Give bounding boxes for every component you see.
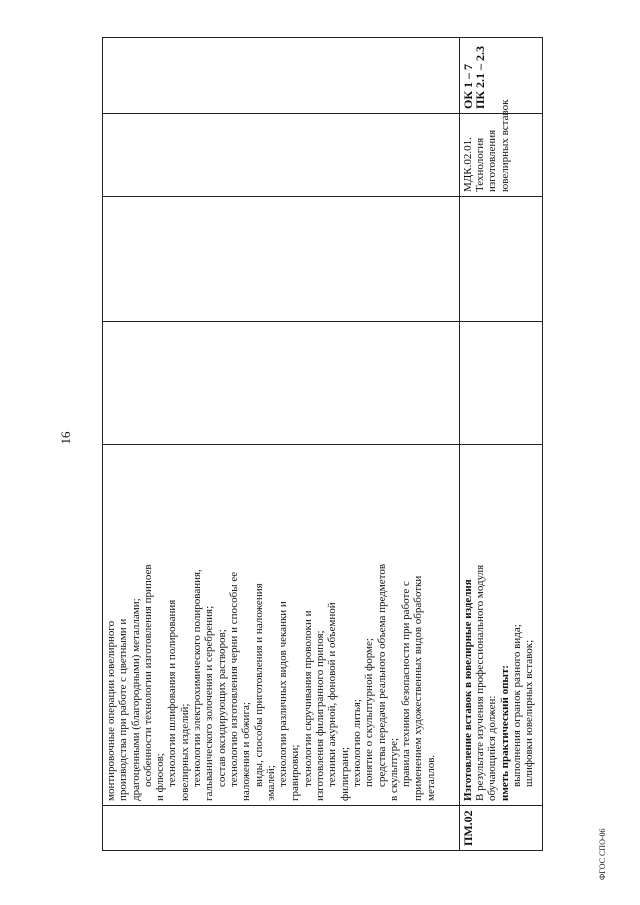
content-line: монтировочные операции ювелирного bbox=[105, 620, 117, 801]
footer-code: ФГОС СПО-06 bbox=[598, 828, 607, 880]
hours-class-cell bbox=[459, 197, 542, 322]
content-line: гальванического золочения и серебрения; bbox=[203, 605, 216, 801]
module-code-cell bbox=[103, 806, 460, 851]
content-line: наложения и обжига; bbox=[240, 702, 253, 801]
content-cell bbox=[459, 445, 542, 806]
content-line: технологию изготовления черни и способы ее bbox=[227, 571, 240, 787]
content-line: драгоценными (благородными) металлами; bbox=[129, 598, 142, 801]
content-line: виды, способы приготовления и наложения bbox=[252, 583, 265, 787]
content-line: эмалей; bbox=[264, 765, 277, 801]
content-line: иметь практический опыт: bbox=[498, 664, 511, 801]
content-line: технологии шлифования и полирования bbox=[166, 599, 179, 787]
content-line: ювелирных изделий; bbox=[178, 703, 191, 801]
content-lines bbox=[474, 449, 535, 801]
content-line: понятие о скульптурной форме; bbox=[363, 638, 376, 787]
competencies-cell bbox=[103, 38, 460, 114]
hours-max-cell bbox=[459, 322, 542, 445]
content-line: изготовления филигранного припоя; bbox=[314, 630, 327, 801]
content-line: шлифовки ювелирных вставок; bbox=[523, 639, 536, 787]
competency-ok: ОК 1 – 7 bbox=[460, 63, 475, 109]
mdk-line: Технология bbox=[473, 137, 486, 192]
content-line: В результате изучения профессионального модуля bbox=[473, 564, 486, 801]
content-line: производства при работе с цветными и bbox=[117, 618, 130, 801]
content-line: выполнения огранок разного вида; bbox=[510, 624, 523, 787]
content-line: средства передачи реального объема предметов bbox=[375, 563, 388, 787]
content-lines bbox=[105, 449, 437, 801]
content-line: гравировки; bbox=[289, 744, 302, 801]
content-line: технологии различных видов чеканки и bbox=[277, 601, 290, 787]
competency-pk: ПК 2.1 – 2.3 bbox=[472, 45, 487, 109]
mdk-line: изготовления bbox=[486, 129, 499, 192]
content-line: техники ажурной, фоновой и объемной bbox=[326, 602, 339, 787]
module-code-cell bbox=[459, 806, 542, 851]
table-row bbox=[459, 38, 542, 851]
content-line: филиграни; bbox=[338, 746, 351, 801]
curriculum-table bbox=[102, 37, 543, 851]
page-number: 16 bbox=[58, 431, 73, 445]
content-line: технологии электрохимического полирования, bbox=[191, 569, 204, 787]
table-row bbox=[103, 38, 460, 851]
content-line: металлов. bbox=[424, 754, 437, 801]
discipline-index-cell bbox=[103, 114, 460, 197]
content-line: технологии скручивания проволоки и bbox=[301, 610, 314, 787]
content-line: состав оксидирующих растворов; bbox=[215, 629, 228, 787]
module-code: ПМ.02 bbox=[460, 810, 475, 846]
content-line: особенности технологии изготовления припоев bbox=[141, 564, 154, 787]
mdk-line: МДК.02.01. bbox=[461, 137, 474, 192]
module-title: Изготовление вставок в ювелирные изделия bbox=[461, 579, 474, 801]
content-line: в скульптуре; bbox=[387, 737, 400, 801]
content-line: технологию литья; bbox=[350, 699, 363, 787]
hours-class-cell bbox=[103, 197, 460, 322]
content-line: применением художественных видов обработки bbox=[412, 575, 425, 801]
content-cell bbox=[103, 445, 460, 806]
content-line: правила техники безопасности при работе с bbox=[400, 581, 413, 787]
content-line: и флюсов; bbox=[154, 753, 167, 801]
content-line: обучающийся должен: bbox=[486, 695, 499, 801]
hours-max-cell bbox=[103, 322, 460, 445]
curriculum-table-wrapper bbox=[102, 38, 543, 851]
mdk-line: ювелирных вставок bbox=[498, 99, 511, 192]
discipline-index-cell bbox=[459, 99, 542, 197]
